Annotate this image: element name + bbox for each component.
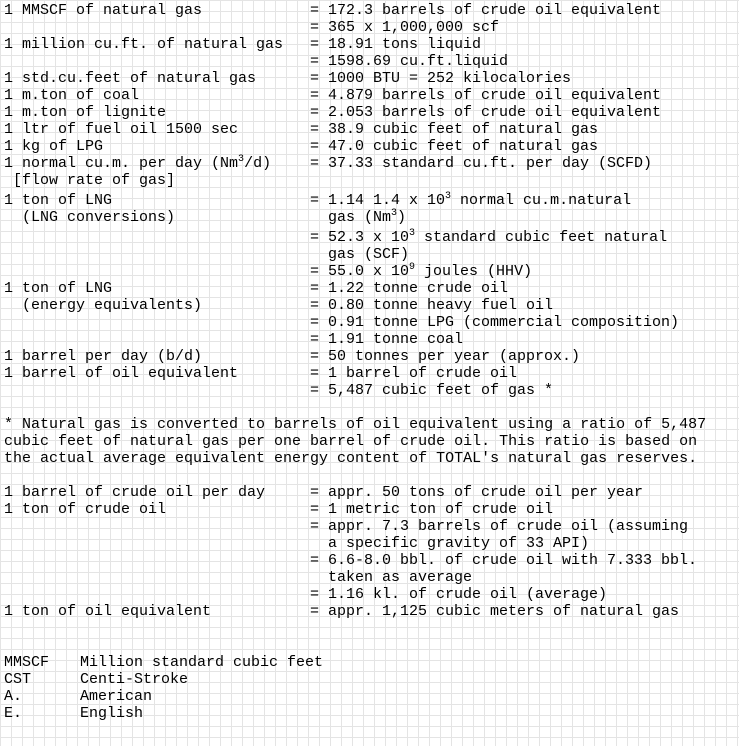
conversion-equivalent: a specific gravity of 33 API) <box>310 535 590 552</box>
conversion-quantity <box>4 314 310 331</box>
conversion-row <box>4 603 737 620</box>
conversion-quantity <box>4 53 310 70</box>
conversion-quantity: 1 barrel of crude oil per day <box>4 484 266 501</box>
conversion-quantity <box>4 535 310 552</box>
conversion-equivalent: = 50 tonnes per year (approx.) <box>310 348 581 365</box>
conversion-row <box>4 518 737 535</box>
conversion-row <box>4 280 737 297</box>
conversion-quantity: 1 MMSCF of natural gas <box>4 2 203 19</box>
conversion-equivalent: = 1 metric ton of crude oil <box>310 501 554 518</box>
conversion-equivalent: taken as average <box>310 569 473 586</box>
conversion-equivalent: = 47.0 cubic feet of natural gas <box>310 138 599 155</box>
conversion-quantity: 1 std.cu.feet of natural gas <box>4 70 257 87</box>
conversion-sheet <box>4 2 737 722</box>
conversion-quantity: [flow rate of gas] <box>4 172 176 189</box>
conversion-table-lng <box>4 280 737 399</box>
conversion-row <box>4 246 737 263</box>
conversion-row <box>4 365 737 382</box>
conversion-row <box>4 87 737 104</box>
abbreviation-list <box>4 654 737 722</box>
conversion-equivalent: = 1.16 kl. of crude oil (average) <box>310 586 608 603</box>
conversion-row <box>4 192 737 209</box>
conversion-equivalent: = 365 x 1,000,000 scf <box>310 19 500 36</box>
abbreviation-meaning: English <box>80 705 144 722</box>
conversion-quantity: 1 ton of LNG <box>4 192 113 209</box>
conversion-row <box>4 172 737 189</box>
conversion-quantity <box>4 331 310 348</box>
abbreviation-row <box>4 671 737 688</box>
conversion-quantity <box>4 518 310 535</box>
conversion-row <box>4 138 737 155</box>
conversion-row <box>4 121 737 138</box>
conversion-equivalent: = 4.879 barrels of crude oil equivalent <box>310 87 662 104</box>
abbreviation-meaning: Centi-Stroke <box>80 671 189 688</box>
conversion-row <box>4 297 737 314</box>
conversion-quantity <box>4 19 310 36</box>
conversion-row <box>4 569 737 586</box>
conversion-equivalent: = 55.0 x $10^9$ joules (HHV) <box>310 262 533 280</box>
conversion-row <box>4 382 737 399</box>
conversion-equivalent: = 0.80 tonne heavy fuel oil <box>310 297 554 314</box>
conversion-quantity: 1 m.ton of lignite <box>4 104 167 121</box>
abbreviation-term: A. <box>4 688 23 705</box>
conversion-equivalent: gas (SCF) <box>310 246 410 263</box>
abbreviation-row <box>4 654 737 671</box>
conversion-equivalent: = 1.22 tonne crude oil <box>310 280 509 297</box>
conversion-quantity: 1 ton of crude oil <box>4 501 167 518</box>
conversion-quantity <box>4 586 310 603</box>
conversion-row <box>4 484 737 501</box>
conversion-quantity <box>4 382 310 399</box>
conversion-quantity <box>4 569 310 586</box>
conversion-row <box>4 229 737 246</box>
conversion-row <box>4 70 737 87</box>
conversion-equivalent: gas (Nm$^3$) <box>310 208 407 226</box>
conversion-equivalent: = 5,487 cubic feet of gas * <box>310 382 554 399</box>
conversion-equivalent: = 6.6-8.0 bbl. of crude oil with 7.333 bbl. <box>310 552 698 569</box>
abbreviation-term: E. <box>4 705 23 722</box>
conversion-row <box>4 586 737 603</box>
conversion-row <box>4 53 737 70</box>
conversion-equivalent: = 1000 BTU = 252 kilocalories <box>310 70 572 87</box>
conversion-equivalent: = 1.14 1.4 x $10^3$ normal cu.m.natural <box>310 191 632 209</box>
conversion-equivalent: = 1598.69 cu.ft.liquid <box>310 53 509 70</box>
conversion-equivalent: = 52.3 x $10^3$ standard cubic feet natural <box>310 228 668 246</box>
conversion-quantity: 1 barrel of oil equivalent <box>4 365 239 382</box>
footnote: * Natural gas is converted to barrels of oil equivalent using a ratio of 5,487 cubic feet of natural gas per one barrel of crude oil. This ratio is based on the actual average equivalent energy content of TOTAL's natural gas reserves. <box>4 416 707 467</box>
conversion-quantity: (LNG conversions) <box>4 209 176 226</box>
conversion-equivalent: = 37.33 standard cu.ft. per day (SCFD) <box>310 155 653 172</box>
conversion-quantity: 1 million cu.ft. of natural gas <box>4 36 284 53</box>
conversion-quantity: 1 m.ton of coal <box>4 87 140 104</box>
conversion-row <box>4 535 737 552</box>
conversion-equivalent: = appr. 50 tons of crude oil per year <box>310 484 644 501</box>
abbreviation-meaning: Million standard cubic feet <box>80 654 324 671</box>
conversion-quantity: 1 barrel per day (b/d) <box>4 348 203 365</box>
conversion-equivalent: = 18.91 tons liquid <box>310 36 482 53</box>
conversion-equivalent: = 1.91 tonne coal <box>310 331 464 348</box>
conversion-row <box>4 501 737 518</box>
conversion-row <box>4 36 737 53</box>
abbreviation-row <box>4 688 737 705</box>
abbreviation-meaning: American <box>80 688 153 705</box>
conversion-equivalent: = 172.3 barrels of crude oil equivalent <box>310 2 662 19</box>
conversion-equivalent: = 2.053 barrels of crude oil equivalent <box>310 104 662 121</box>
conversion-quantity: 1 ton of oil equivalent <box>4 603 212 620</box>
conversion-equivalent: = 0.91 tonne LPG (commercial composition) <box>310 314 680 331</box>
conversion-row <box>4 552 737 569</box>
conversion-row <box>4 209 737 226</box>
conversion-row <box>4 104 737 121</box>
conversion-equivalent: = appr. 7.3 barrels of crude oil (assuming <box>310 518 689 535</box>
conversion-row <box>4 19 737 36</box>
conversion-row <box>4 348 737 365</box>
conversion-row <box>4 155 737 172</box>
conversion-quantity: 1 normal cu.m. per day (Nm$^3$/d) <box>4 154 272 172</box>
conversion-quantity: 1 kg of LPG <box>4 138 104 155</box>
conversion-equivalent: = 38.9 cubic feet of natural gas <box>310 121 599 138</box>
conversion-table-energy <box>4 2 737 155</box>
conversion-row <box>4 314 737 331</box>
conversion-row <box>4 331 737 348</box>
conversion-quantity: 1 ltr of fuel oil 1500 sec <box>4 121 239 138</box>
abbreviation-row <box>4 705 737 722</box>
conversion-quantity: (energy equivalents) <box>4 297 203 314</box>
conversion-quantity <box>4 552 310 569</box>
abbreviation-term: MMSCF <box>4 654 50 671</box>
conversion-equivalent: = 1 barrel of crude oil <box>310 365 518 382</box>
conversion-row <box>4 263 737 280</box>
conversion-equivalent: = appr. 1,125 cubic meters of natural gas <box>310 603 680 620</box>
conversion-row <box>4 2 737 19</box>
conversion-table-crude <box>4 484 737 620</box>
abbreviation-term: CST <box>4 671 32 688</box>
conversion-quantity: 1 ton of LNG <box>4 280 113 297</box>
